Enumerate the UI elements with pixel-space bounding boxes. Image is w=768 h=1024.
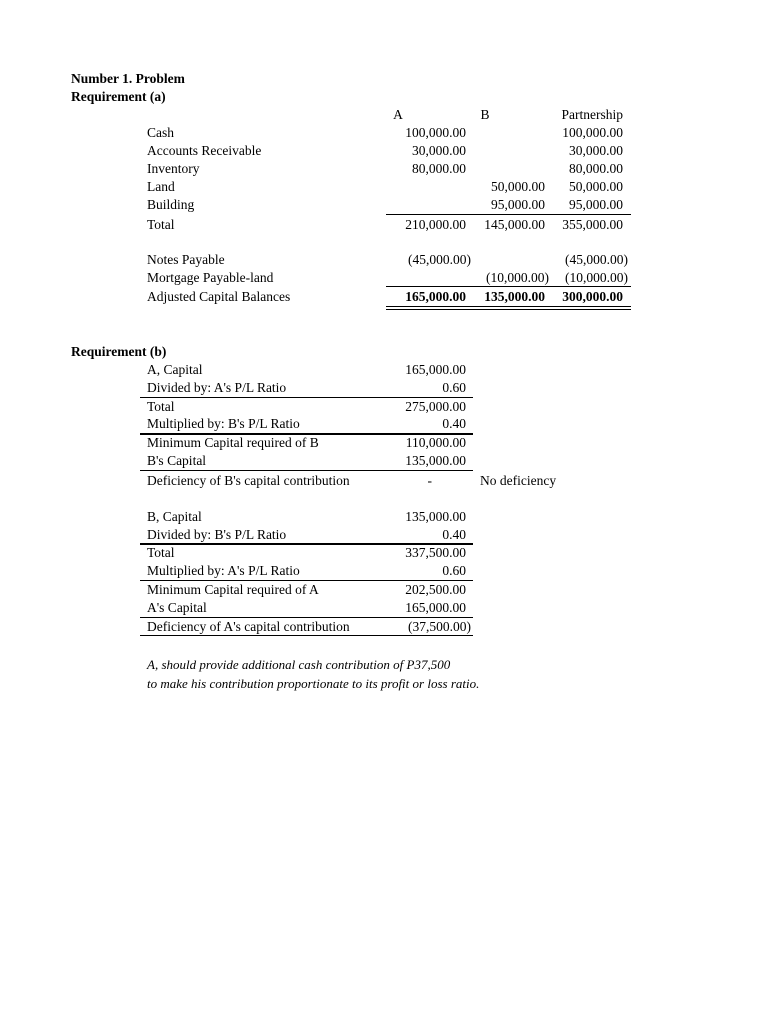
cell-b: 95,000.00 — [491, 197, 545, 212]
row-value: 0.60 — [442, 380, 466, 395]
cell-partnership: (45,000.00) — [565, 252, 628, 267]
cell-partnership: 95,000.00 — [569, 197, 623, 212]
row-value: 165,000.00 — [405, 362, 466, 377]
row-label: Accounts Receivable — [147, 143, 262, 158]
double-rule-top — [386, 306, 631, 307]
cell-partnership: 100,000.00 — [562, 125, 623, 140]
row-value: 135,000.00 — [405, 509, 466, 524]
cell-b: 50,000.00 — [491, 179, 545, 194]
rule — [140, 635, 473, 636]
row-label: Cash — [147, 125, 174, 140]
row-label: A's Capital — [147, 600, 207, 615]
cell-partnership: 355,000.00 — [562, 217, 623, 232]
row-label: Inventory — [147, 161, 200, 176]
cell-partnership: 50,000.00 — [569, 179, 623, 194]
row-value: 0.40 — [442, 416, 466, 431]
cell-partnership: 80,000.00 — [569, 161, 623, 176]
conclusion-line-1: A, should provide additional cash contribution of P37,500 — [147, 657, 451, 672]
row-label: Adjusted Capital Balances — [147, 289, 291, 304]
row-label: Building — [147, 197, 195, 212]
row-label: Total — [147, 545, 175, 560]
row-label: Notes Payable — [147, 252, 225, 267]
cell-a: (45,000.00) — [408, 252, 471, 267]
double-rule-bottom — [386, 309, 631, 310]
row-label: B's Capital — [147, 453, 207, 468]
problem-title: Number 1. Problem — [71, 71, 185, 86]
col-header-partnership: Partnership — [561, 107, 623, 122]
row-label: Total — [147, 217, 175, 232]
row-label: Minimum Capital required of B — [147, 435, 319, 450]
row-value: 165,000.00 — [405, 600, 466, 615]
col-header-a: A — [393, 107, 403, 122]
row-label: Land — [147, 179, 175, 194]
requirement-a-heading: Requirement (a) — [71, 89, 166, 104]
cell-b: (10,000.00) — [486, 270, 549, 285]
row-label: Deficiency of A's capital contribution — [147, 619, 350, 634]
row-value: (37,500.00) — [408, 619, 471, 634]
cell-partnership: 300,000.00 — [562, 289, 623, 304]
cell-partnership: 30,000.00 — [569, 143, 623, 158]
cell-b: 145,000.00 — [484, 217, 545, 232]
row-label: Total — [147, 399, 175, 414]
row-label: B, Capital — [147, 509, 202, 524]
row-value: 275,000.00 — [405, 399, 466, 414]
col-header-b: B — [480, 107, 490, 122]
requirement-b-heading: Requirement (b) — [71, 344, 167, 359]
row-label: Minimum Capital required of A — [147, 582, 319, 597]
conclusion-line-2: to make his contribution proportionate to its profit or loss ratio. — [147, 676, 480, 691]
row-label: A, Capital — [147, 362, 203, 377]
cell-b: 135,000.00 — [484, 289, 545, 304]
no-deficiency-remark: No deficiency — [480, 473, 557, 488]
row-value: - — [427, 473, 432, 488]
row-label: Multiplied by: B's P/L Ratio — [147, 416, 300, 431]
row-value: 0.60 — [442, 563, 466, 578]
capital-rule — [386, 286, 631, 287]
rule — [140, 470, 473, 471]
cell-a: 210,000.00 — [405, 217, 466, 232]
row-label: Divided by: B's P/L Ratio — [147, 527, 287, 542]
row-value: 135,000.00 — [405, 453, 466, 468]
cell-a: 30,000.00 — [412, 143, 466, 158]
row-label: Multiplied by: A's P/L Ratio — [147, 563, 300, 578]
total-rule — [386, 214, 631, 215]
row-label: Deficiency of B's capital contribution — [147, 473, 350, 488]
row-value: 0.40 — [442, 527, 466, 542]
cell-partnership: (10,000.00) — [565, 270, 628, 285]
row-label: Divided by: A's P/L Ratio — [147, 380, 287, 395]
cell-a: 165,000.00 — [405, 289, 466, 304]
row-value: 337,500.00 — [405, 545, 466, 560]
row-value: 110,000.00 — [405, 435, 466, 450]
cell-a: 80,000.00 — [412, 161, 466, 176]
row-value: 202,500.00 — [405, 582, 466, 597]
cell-a: 100,000.00 — [405, 125, 466, 140]
row-label: Mortgage Payable-land — [147, 270, 274, 285]
